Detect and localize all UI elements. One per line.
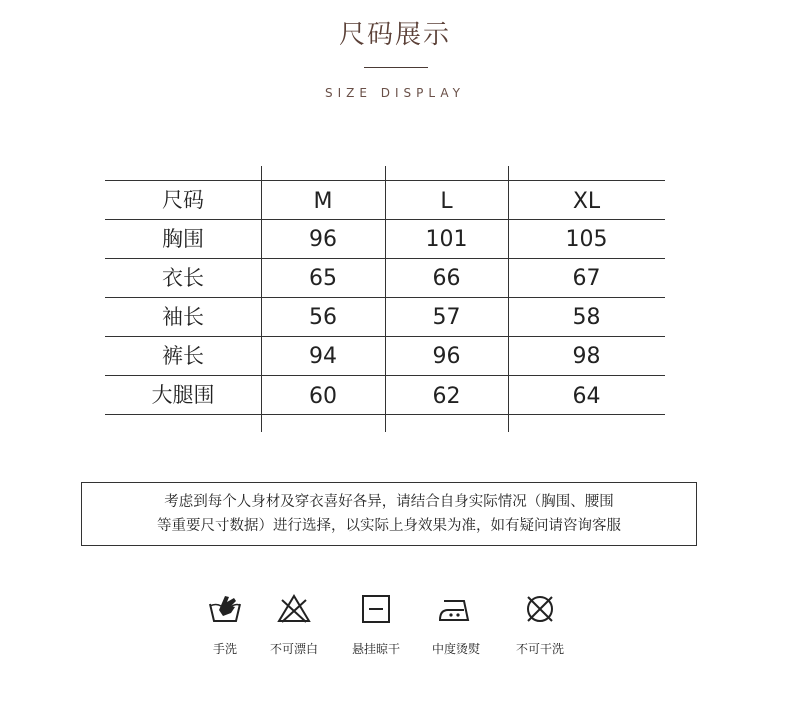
table-cell: 105 [565, 227, 608, 252]
table-cell: 58 [572, 305, 601, 330]
page-subtitle: SIZE DISPLAY [325, 86, 465, 100]
table-cell: 101 [425, 227, 468, 252]
hang-dry-icon [358, 592, 394, 626]
no-bleach-icon [276, 592, 312, 626]
care-label: 不可漂白 [269, 642, 318, 656]
table-cell: 96 [432, 344, 461, 369]
row-label-chest: 胸围 [162, 227, 204, 251]
table-cell: 65 [309, 266, 337, 291]
notice-line: 等重要尺寸数据）进行选择，以实际上身效果为准，如有疑问请咨询客服 [157, 518, 621, 534]
table-cell: 62 [432, 384, 461, 409]
notice-line: 考虑到每个人身材及穿衣喜好各异，请结合自身实际情况（胸围、腰围 [164, 494, 614, 510]
care-item-no-bleach [254, 592, 334, 657]
size-notice [81, 482, 697, 546]
row-label-length: 衣长 [162, 266, 204, 290]
care-label: 悬挂晾干 [351, 642, 400, 656]
table-header-size: 尺码 [162, 188, 204, 212]
table-cell: 66 [432, 266, 461, 291]
table-header-m: M [313, 189, 333, 214]
care-item-hand-wash [185, 592, 265, 657]
table-cell: 60 [309, 384, 337, 409]
care-item-hang-dry [336, 592, 416, 657]
care-item-iron [416, 592, 496, 657]
table-cell: 94 [309, 344, 337, 369]
row-label-thigh: 大腿围 [151, 383, 215, 407]
table-cell: 56 [309, 305, 337, 330]
table-cell: 64 [572, 384, 601, 409]
care-label: 手洗 [212, 642, 237, 656]
care-item-no-dry-clean [500, 592, 580, 657]
table-cell: 57 [432, 305, 461, 330]
row-label-pants: 裤长 [162, 344, 204, 368]
iron-medium-icon [436, 592, 476, 626]
table-header-l: L [440, 189, 453, 214]
row-label-sleeve: 袖长 [162, 305, 204, 329]
table-cell: 67 [572, 266, 601, 291]
title-divider [364, 67, 428, 68]
care-label: 不可干洗 [515, 642, 564, 656]
size-table [105, 166, 665, 432]
table-cell: 96 [309, 227, 337, 252]
table-cell: 98 [572, 344, 601, 369]
care-label: 中度烫熨 [431, 642, 480, 656]
table-header-xl: XL [572, 189, 601, 214]
page-title: 尺码展示 [338, 20, 451, 50]
hand-wash-icon [207, 592, 243, 626]
no-dry-clean-icon [522, 592, 558, 626]
